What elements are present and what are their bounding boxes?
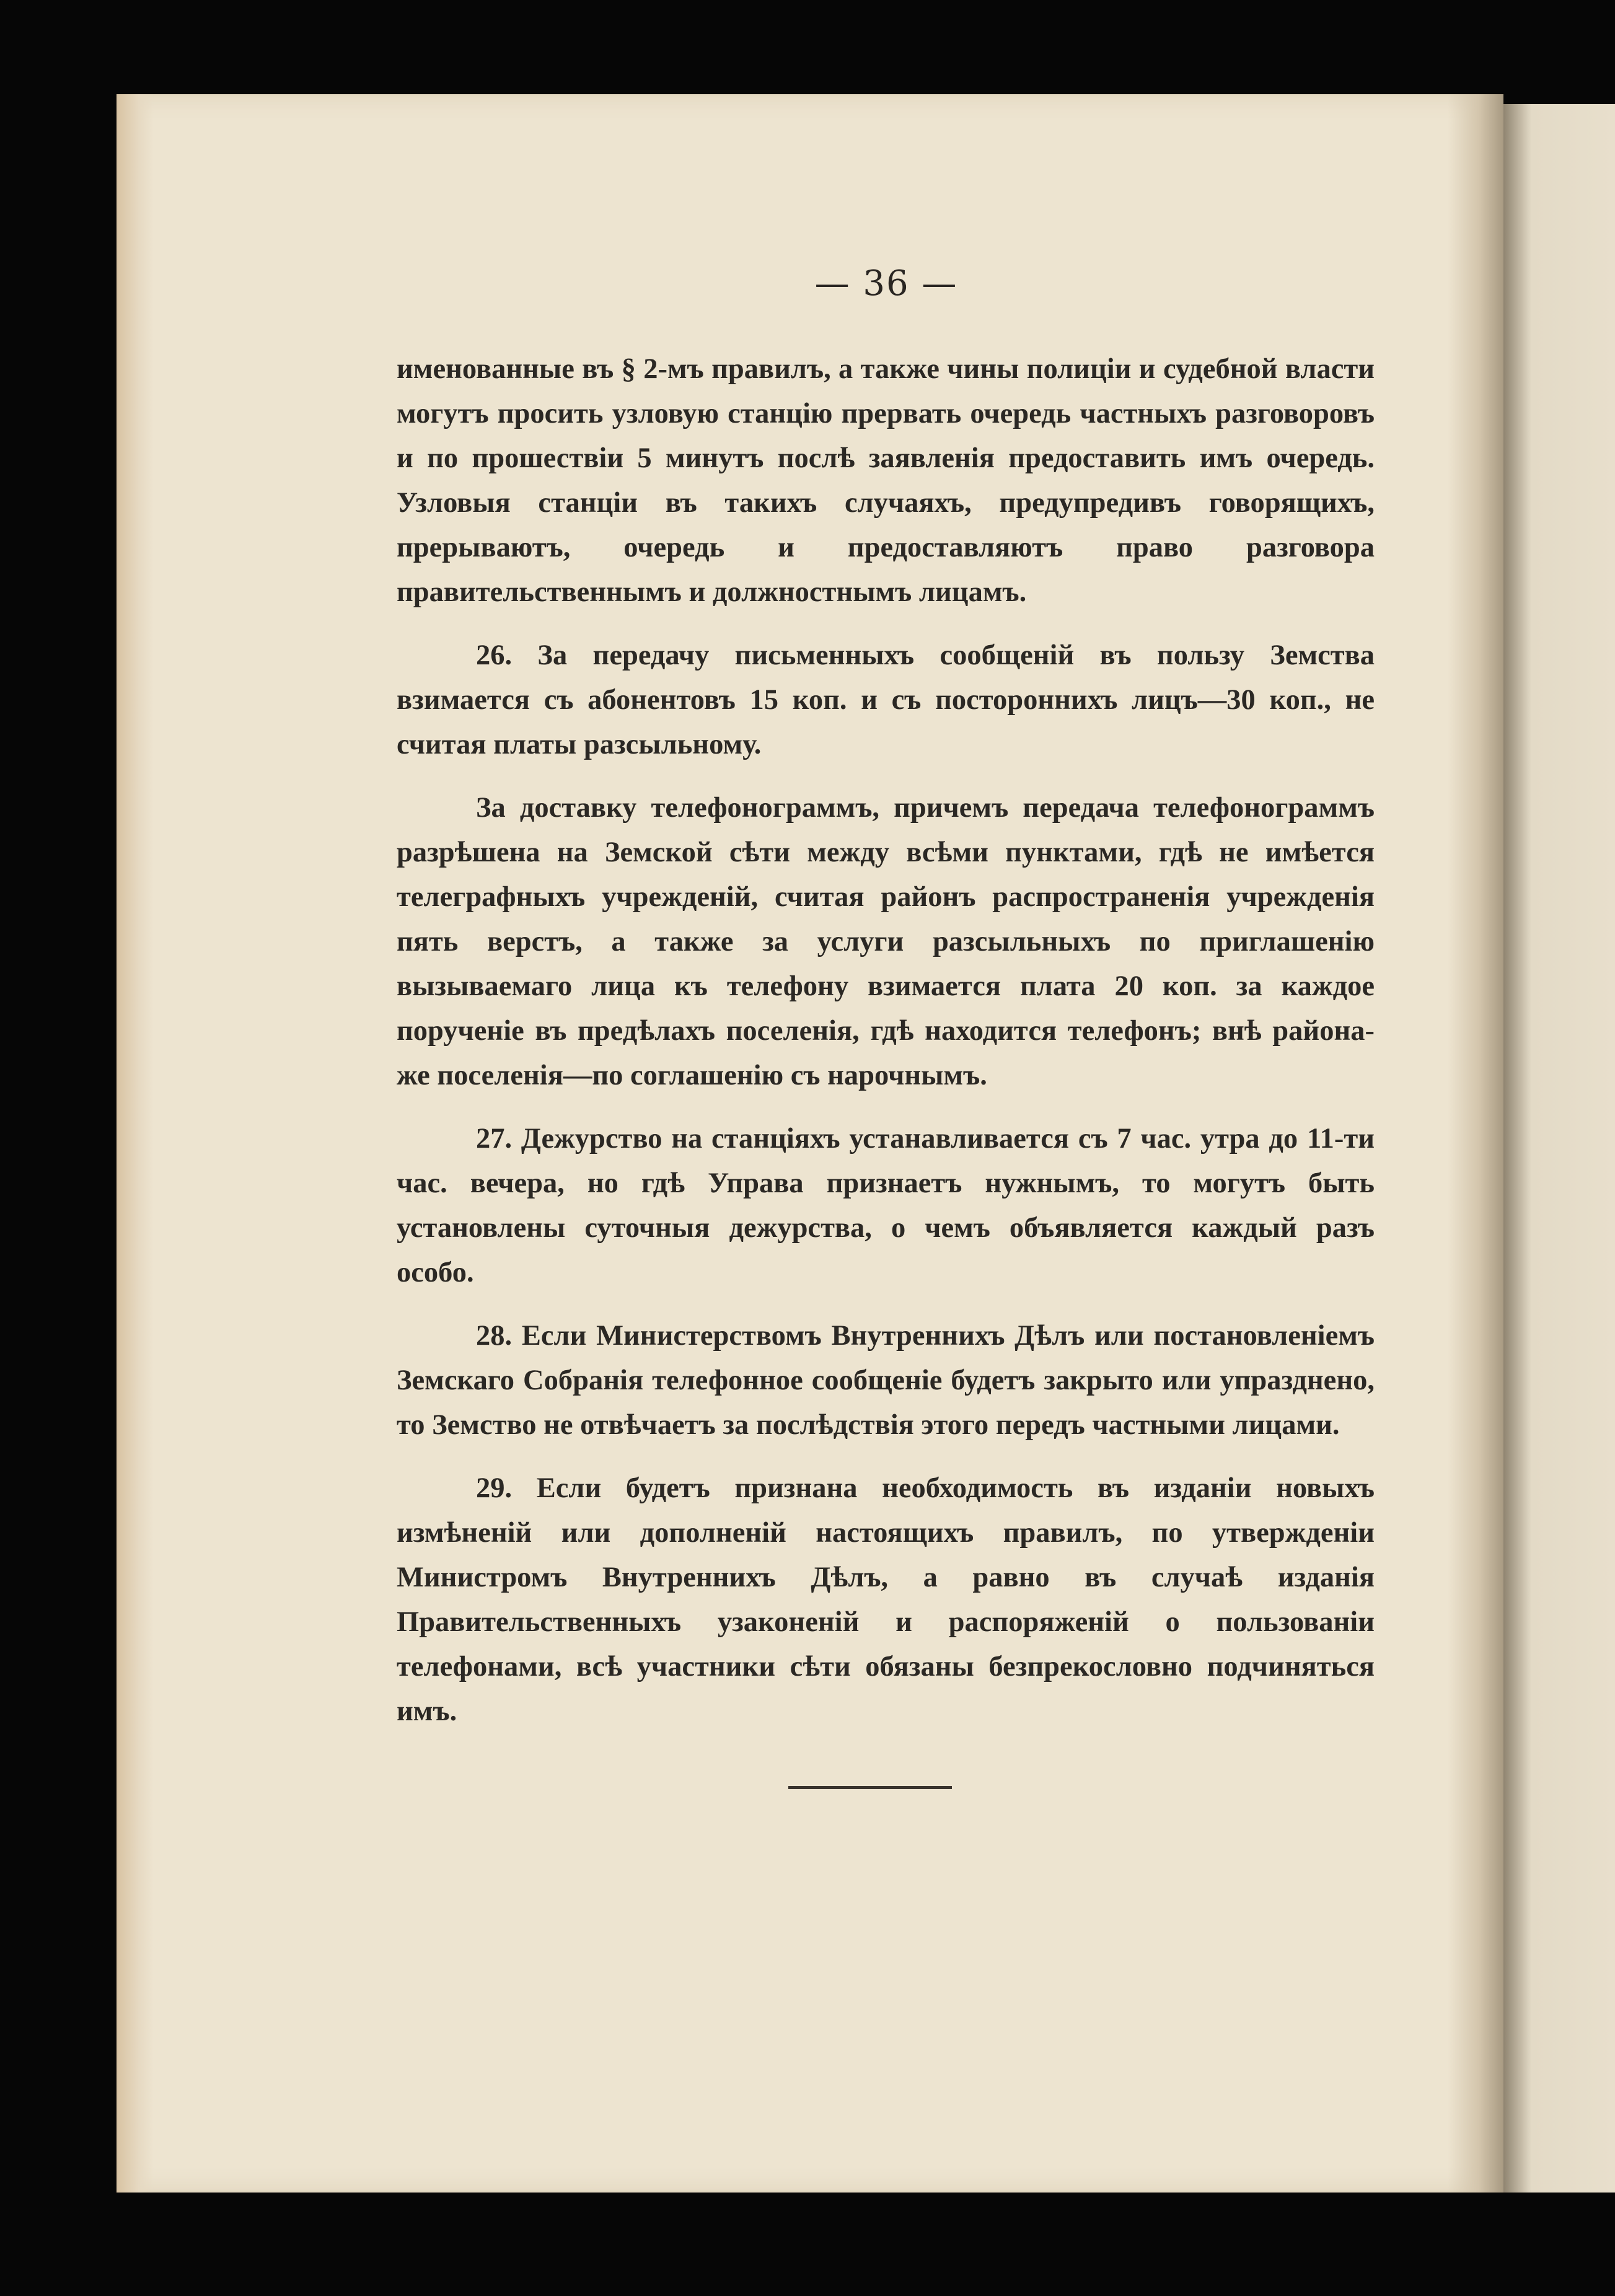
page-number: — 36 — (814, 263, 958, 304)
adjacent-page-edge (1503, 104, 1615, 2193)
paragraph-26: 26. За передачу письменныхъ сообщеній въ пользу Земства взимается съ абонентовъ 15 коп. и съ постороннихъ лицъ—30 коп., не считая платы разсыльному. (397, 640, 1375, 760)
paragraph-28: 28. Если Министерствомъ Внутреннихъ Дѣлъ или постановленіемъ Земскаго Собранія телефонное сообщеніе будетъ закрыто или упразднено, то Земство не отвѣчаетъ за послѣдствія этого передъ частными лицами. (397, 1320, 1375, 1441)
paragraph-continuation: именованные въ § 2-мъ правилъ, а также чины полиціи и судебной власти могутъ просить узловую станцію прервать очередь частныхъ разговоровъ и по прошествіи 5 минутъ послѣ заявленія предоставить имъ очередь. Узловыя станціи въ такихъ случаяхъ, предупредивъ говорящихъ, прерываютъ, очередь и предоставляютъ право разговора правительственнымъ и должностнымъ лицамъ. (397, 353, 1375, 608)
page-gutter-shadow (1448, 94, 1503, 2193)
closing-rule (788, 1786, 952, 1789)
paragraph-telephonograms: За доставку телефонограммъ, причемъ передача телефонограммъ разрѣшена на Земской сѣти между всѣми пунктами, гдѣ не имѣется телеграфныхъ учрежденій, считая районъ распространенія учрежденія пять верстъ, а также за услуги разсыльныхъ по приглашенію вызываемаго лица къ телефону взимается плата 20 коп. за каждое порученіе въ предѣлахъ поселенія, гдѣ находится телефонъ; внѣ района-же поселенія—по соглашенію съ нарочнымъ. (397, 792, 1375, 1091)
paragraph-29: 29. Если будетъ признана необходимость въ изданіи новыхъ измѣненій или дополненій настоящихъ правилъ, по утвержденіи Министромъ Внутреннихъ Дѣлъ, а равно въ случаѣ изданія Правительственныхъ узаконеній и распоряженій о пользованіи телефонами, всѣ участники сѣти обязаны безпрекословно подчиняться имъ. (397, 1472, 1375, 1727)
page-left-edge (117, 94, 154, 2193)
body-text (397, 347, 1375, 1753)
paragraph-27: 27. Дежурство на станціяхъ устанавливается съ 7 час. утра до 11-ти час. вечера, но гдѣ Управа признаетъ нужнымъ, то могутъ быть установлены суточныя дежурства, о чемъ объявляется каждый разъ особо. (397, 1123, 1375, 1288)
